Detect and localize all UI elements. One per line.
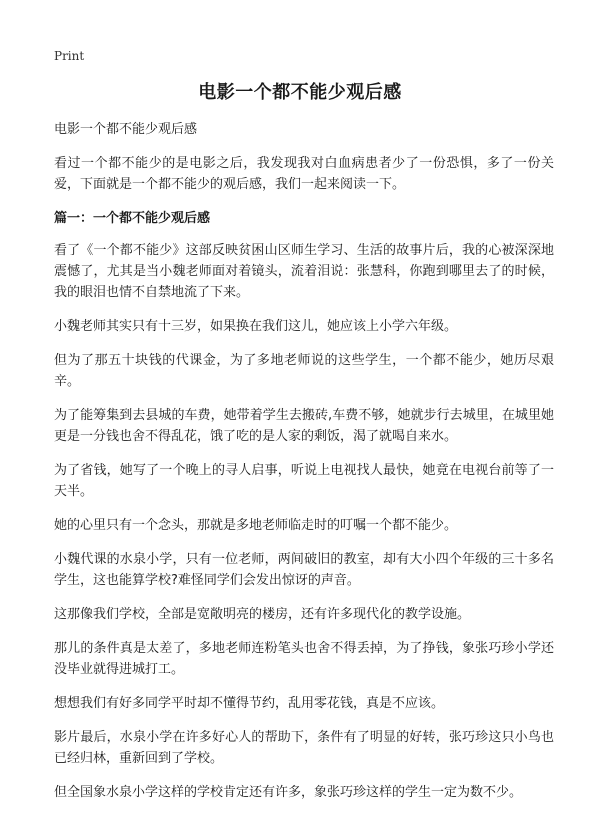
body-paragraph: 为了省钱，她写了一个晚上的寻人启事，听说上电视找人最快，她竟在电视台前等了一天半。 xyxy=(54,463,554,499)
body-paragraph: 但为了那五十块钱的代课金，为了多地老师说的这些学生，一个都不能少，她历尽艰辛。 xyxy=(54,353,554,389)
body-paragraph: 想想我们有好多同学平时却不懂得节约，乱用零花钱，真是不应该。 xyxy=(54,696,445,711)
intro-paragraph: 看过一个都不能少的是电影之后，我发现我对白血病患者少了一份恐惧，多了一份关爱，下面就是一个都不能少的观后感，我们一起来阅读一下。 xyxy=(54,156,554,192)
print-link[interactable]: Print xyxy=(54,49,85,63)
body-paragraph: 为了能筹集到去县城的车费，她带着学生去搬砖,车费不够，她就步行去城里，在城里她更是一分钱也舍不得乱花，饿了吃的是人家的剩饭，渴了就喝自来水。 xyxy=(54,408,554,444)
page-title: 电影一个都不能少观后感 xyxy=(198,82,402,103)
body-paragraph: 小魏老师其实只有十三岁，如果换在我们这儿，她应该上小学六年级。 xyxy=(54,319,458,334)
body-paragraph: 影片最后，水泉小学在许多好心人的帮助下，条件有了明显的好转，张巧珍这只小鸟也已经归林，重新回到了学校。 xyxy=(54,730,554,766)
body-paragraph: 她的心里只有一个念头，那就是多地老师临走时的叮嘱一个都不能少。 xyxy=(54,518,458,533)
body-paragraph: 小魏代课的水泉小学，只有一位老师，两间破旧的教室，却有大小四个年级的三十多名学生，这也能算学校?难怪同学们会发出惊讶的声音。 xyxy=(54,552,554,588)
body-paragraph: 那儿的条件真是太差了，多地老师连粉笔头也舍不得丢掉，为了挣钱，象张巧珍小学还没毕业就得进城打工。 xyxy=(54,641,554,677)
body-paragraph: 看了《一个都不能少》这部反映贫困山区师生学习、生活的故事片后，我的心被深深地震憾了，尤其是当小魏老师面对着镜头，流着泪说：张慧科，你跑到哪里去了的时候，我的眼泪也情不自禁地流了下来。 xyxy=(54,243,554,300)
article-body xyxy=(54,119,554,816)
article-subtitle: 电影一个都不能少观后感 xyxy=(54,122,198,137)
body-paragraph: 但全国象水泉小学这样的学校肯定还有许多，象张巧珍这样的学生一定为数不少。 xyxy=(54,785,523,800)
body-paragraph: 这那像我们学校，全部是宽敞明亮的楼房，还有许多现代化的教学设施。 xyxy=(54,607,471,622)
section-heading: 篇一：一个都不能少观后感 xyxy=(54,211,211,226)
